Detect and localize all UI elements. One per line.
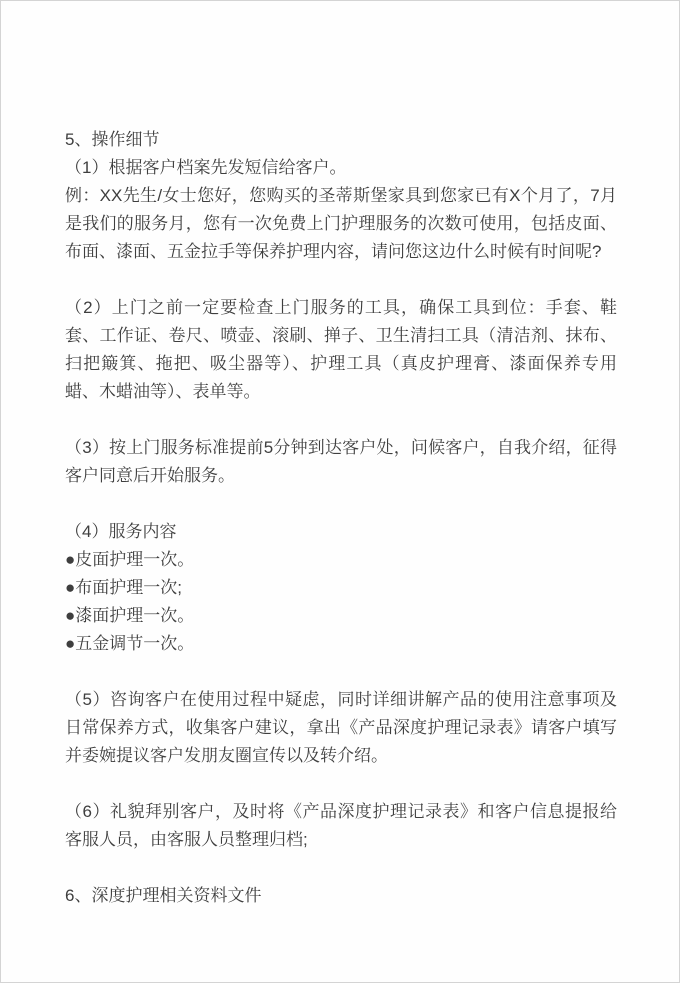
step-2-text: （2）上门之前一定要检查上门服务的工具，确保工具到位：手套、鞋套、工作证、卷尺、喷壶、滚刷、掸子、卫生清扫工具（清洁剂、抹布、扫把簸箕、拖把、吸尘器等）、护理工具（真皮护理膏、漆面保养专用蜡、木蜡油等）、表单等。 bbox=[65, 298, 617, 401]
step-1-title: （1）根据客户档案先发短信给客户。 bbox=[65, 158, 347, 177]
step-4-heading: （4）服务内容 bbox=[65, 522, 177, 541]
list-item bbox=[65, 574, 617, 602]
bullet-icon: ● bbox=[65, 550, 76, 569]
bullet-icon: ● bbox=[65, 606, 76, 625]
service-item-label: 五金调节一次。 bbox=[75, 634, 195, 653]
step-5-text: （5）咨询客户在使用过程中疑虑，同时详细讲解产品的使用注意事项及日常保养方式，收集客户建议，拿出《产品深度护理记录表》请客户填写并委婉提议客户发朋友圈宣传以及转介绍。 bbox=[65, 690, 617, 765]
step-6-text: （6）礼貌拜别客户，及时将《产品深度护理记录表》和客户信息提报给客服人员，由客服人员整理归档; bbox=[65, 802, 617, 849]
list-item bbox=[65, 546, 617, 574]
bullet-icon: ● bbox=[65, 634, 76, 653]
bullet-icon: ● bbox=[65, 578, 76, 597]
step-1-example-text: 例：XX先生/女士您好，您购买的圣蒂斯堡家具到您家已有X个月了，7月是我们的服务月，您有一次免费上门护理服务的次数可使用，包括皮面、布面、漆面、五金拉手等保养护理内容，请问您这边什么时候有时间呢? bbox=[65, 186, 617, 261]
list-item bbox=[65, 602, 617, 630]
next-section-heading: 6、深度护理相关资料文件 bbox=[65, 886, 262, 905]
service-item-label: 布面护理一次; bbox=[75, 578, 183, 597]
service-item-label: 皮面护理一次。 bbox=[75, 550, 195, 569]
list-item bbox=[65, 630, 617, 658]
service-list bbox=[65, 546, 617, 658]
step-3-text: （3）按上门服务标准提前5分钟到达客户处，问候客户，自我介绍，征得客户同意后开始服务。 bbox=[65, 438, 617, 485]
section-heading: 5、操作细节 bbox=[65, 130, 160, 149]
service-item-label: 漆面护理一次。 bbox=[75, 606, 195, 625]
